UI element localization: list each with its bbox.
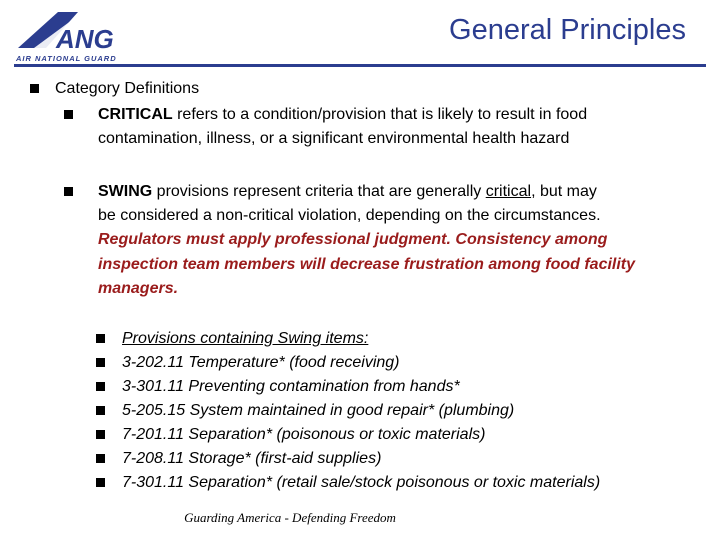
bullet-icon: [96, 382, 105, 391]
page-title: General Principles: [449, 14, 686, 46]
bullet-icon: [64, 110, 73, 119]
bullet-icon: [96, 430, 105, 439]
critical-text: refers to a condition/provision that is likely to result in food: [172, 106, 588, 123]
critical-definition-line2: contamination, illness, or a significant environmental health hazard: [98, 130, 570, 147]
bullet-icon: [96, 406, 105, 415]
swing-emphasis-line3: managers.: [98, 280, 179, 297]
category-heading: Category Definitions: [55, 80, 200, 97]
provision-item: 5-205.15 System maintained in good repair* (plumbing): [122, 402, 515, 419]
swing-emphasis-line2: inspection team members will decrease frustration among food facility: [98, 256, 636, 273]
swing-text-c: , but may: [531, 183, 597, 200]
swing-term: SWING: [98, 183, 153, 200]
logo-subtext: AIR NATIONAL GUARD: [16, 54, 117, 63]
swing-text-a: provisions represent criteria that are generally: [152, 183, 486, 200]
ang-logo-mark: [12, 8, 136, 64]
critical-term: CRITICAL: [98, 106, 173, 123]
provisions-header: Provisions containing Swing items:: [122, 330, 369, 347]
ang-logo: [12, 8, 136, 64]
title-divider: [14, 64, 706, 67]
logo-mark-text: ANG: [56, 24, 114, 54]
critical-definition-line1: [98, 103, 587, 127]
swing-emphasis-line1: Regulators must apply professional judgment. Consistency among: [98, 231, 608, 248]
swing-definition-line2: be considered a non-critical violation, depending on the circumstances.: [98, 207, 601, 224]
swing-definition-line1: [98, 180, 597, 204]
bullet-icon: [64, 187, 73, 196]
provision-item: 7-301.11 Separation* (retail sale/stock poisonous or toxic materials): [122, 474, 601, 491]
bullet-icon: [96, 358, 105, 367]
provision-item: 3-301.11 Preventing contamination from hands*: [122, 378, 460, 395]
provision-item: 7-208.11 Storage* (first-aid supplies): [122, 450, 382, 467]
bullet-icon: [30, 84, 39, 93]
footer-slogan: Guarding America - Defending Freedom: [184, 510, 396, 525]
provision-item: 7-201.11 Separation* (poisonous or toxic materials): [122, 426, 486, 443]
bullet-icon: [96, 478, 105, 487]
swing-critical-word: critical: [485, 183, 532, 200]
bullet-icon: [96, 334, 105, 343]
provision-item: 3-202.11 Temperature* (food receiving): [122, 354, 400, 371]
bullet-icon: [96, 454, 105, 463]
